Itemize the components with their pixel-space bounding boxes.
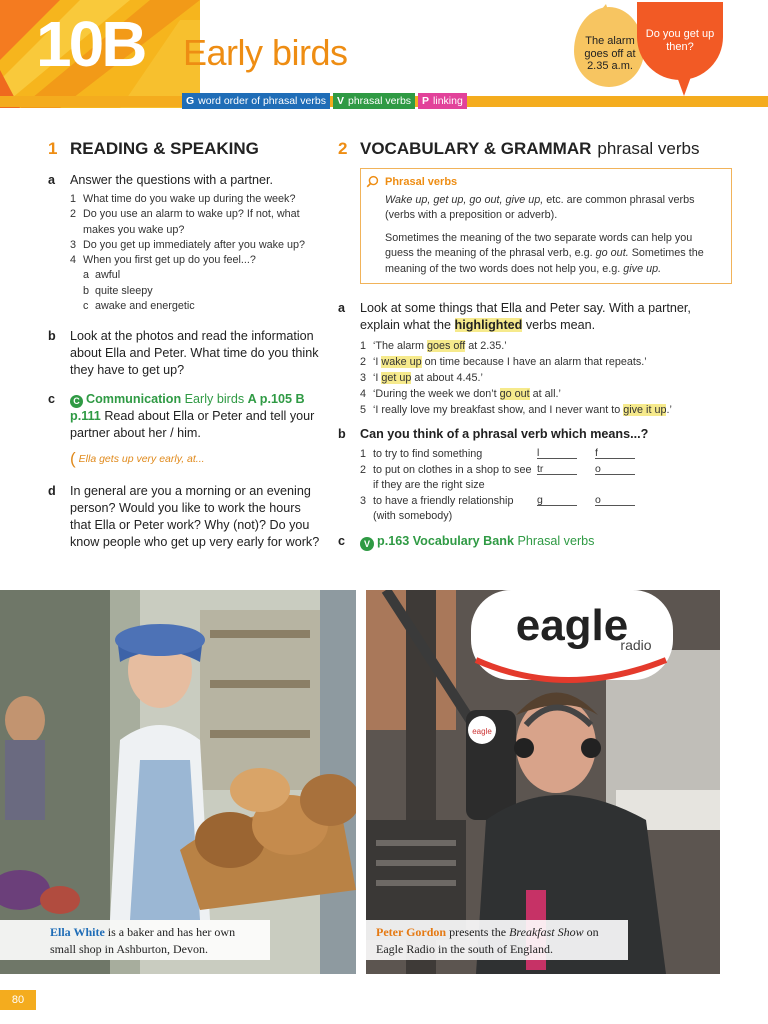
tag-pronunciation: P linking bbox=[418, 93, 467, 109]
list-item: 1 What time do you wake up during the week? bbox=[70, 193, 296, 205]
definition-list bbox=[360, 447, 732, 525]
exercise-1a: a Answer the questions with a partner. bbox=[48, 173, 274, 187]
page-ref-b[interactable]: B p.111 bbox=[70, 392, 305, 424]
list-item: a awful bbox=[83, 269, 121, 282]
list-item: 2 to put on clothes in a shop to see if they are the right size tr o bbox=[360, 463, 732, 494]
option-list bbox=[83, 268, 195, 314]
speech-bubble-tail bbox=[676, 74, 692, 96]
magnifier-icon bbox=[366, 175, 379, 188]
exercise-1c: c C Communication Early birds A p.105 B p.111 Read about Ella or Peter and tell your partner about her / him. bbox=[48, 392, 315, 441]
list-item: 2 Do you use an alarm to wake up? If not, what makes you wake up? bbox=[70, 208, 300, 236]
eagle-sign-text: eagle bbox=[515, 601, 629, 650]
radio-sign-text: radio bbox=[620, 637, 652, 653]
exercise-2c: c V p.163 Vocabulary Bank Phrasal verbs bbox=[338, 533, 732, 552]
answer-blank[interactable]: o bbox=[595, 463, 635, 475]
list-item: 3 to have a friendly relationship (with somebody) g o bbox=[360, 494, 732, 525]
tag-vocabulary: V phrasal verbs bbox=[333, 93, 415, 109]
tag-grammar: G word order of phrasal verbs bbox=[182, 93, 330, 109]
answer-blank[interactable]: tr bbox=[537, 463, 577, 475]
list-item: 2 ‘I wake up on time because I have an alarm that repeats.’ bbox=[360, 356, 647, 368]
exercise-2b: b Can you think of a phrasal verb which means...? bbox=[338, 427, 649, 441]
exercise-1d: d In general are you a morning or an evening person? Would you like to work the hours that Ella or Peter work? Why (not)? Do you know people who get up very early for work? bbox=[48, 484, 320, 550]
unit-code: 10B bbox=[36, 8, 145, 80]
example-callout: ( Ella gets up very early, at... bbox=[70, 449, 205, 469]
photo-ella-baker bbox=[0, 590, 356, 974]
vocabulary-bank-icon: V bbox=[360, 537, 374, 551]
list-item: 4 When you first get up do you feel...? bbox=[70, 254, 256, 267]
speech-bubble-alarm-text: The alarm goes off at 2.35 a.m. bbox=[584, 35, 636, 73]
answer-blank[interactable]: f bbox=[595, 447, 635, 459]
section-heading: 2 VOCABULARY & GRAMMAR phrasal verbs bbox=[338, 139, 700, 158]
exercise-2a: a Look at some things that Ella and Peter say. With a partner, explain what the highlighted verbs mean. bbox=[338, 301, 691, 332]
page-number: 80 bbox=[0, 990, 36, 1010]
photo-peter-radio bbox=[366, 590, 720, 974]
mic-flag-text: eagle bbox=[472, 727, 492, 736]
section-reading-speaking bbox=[48, 138, 320, 551]
list-item: 3 ‘I get up at about 4.45.’ bbox=[360, 372, 483, 384]
baker-illustration bbox=[0, 590, 356, 974]
page-ref-a[interactable]: A p.105 bbox=[247, 392, 292, 407]
phrasal-verbs-info-box: Phrasal verbs Wake up, get up, go out, give up, etc. are common phrasal verbs (verbs with a preposition or adverb). Sometimes the meaning of the two separate words can help you guess the meaning of the phrasal verb, e.g. go out. Sometimes the meaning of the two words does not help you, e.g. give up. bbox=[360, 168, 732, 284]
topic-tags bbox=[182, 93, 467, 109]
vocabulary-bank-link[interactable]: Vocabulary Bank bbox=[412, 533, 514, 548]
page-ref-vocab[interactable]: p.163 bbox=[377, 533, 410, 548]
list-item: b quite sleepy bbox=[83, 284, 153, 297]
answer-blank[interactable]: g bbox=[537, 494, 577, 506]
section-vocabulary-grammar bbox=[338, 138, 732, 551]
list-item: 4 ‘During the week we don’t go out at all.’ bbox=[360, 388, 561, 400]
example-quote-list bbox=[360, 338, 732, 418]
question-list bbox=[70, 192, 320, 314]
callout-bracket-icon: ( bbox=[70, 449, 76, 469]
list-item: c awake and energetic bbox=[83, 300, 195, 313]
radio-studio-illustration bbox=[366, 590, 720, 974]
list-item: 1 ‘The alarm goes off at 2.35.’ bbox=[360, 340, 507, 352]
exercise-1b: b Look at the photos and read the information about Ella and Peter. What time do you think they have to get up? bbox=[48, 329, 319, 378]
list-item: 3 Do you get up immediately after you wake up? bbox=[70, 238, 306, 251]
communication-icon: C bbox=[70, 395, 83, 408]
section-heading: 1 READING & SPEAKING bbox=[48, 139, 259, 158]
communication-link[interactable]: Communication bbox=[86, 392, 182, 407]
speech-bubble-question-text: Do you get up then? bbox=[645, 28, 715, 53]
page-title: Early birds bbox=[183, 32, 348, 73]
list-item: 5 ‘I really love my breakfast show, and I never want to give it up.’ bbox=[360, 404, 672, 416]
list-item bbox=[70, 268, 320, 314]
list-item: 1 to try to find something l f bbox=[360, 447, 732, 463]
answer-blank[interactable]: l bbox=[537, 447, 577, 459]
answer-blank[interactable]: o bbox=[595, 494, 635, 506]
photo-caption-ella: Ella White is a baker and has her own small shop in Ashburton, Devon. bbox=[0, 920, 270, 960]
photo-caption-peter: Peter Gordon presents the Breakfast Show on Eagle Radio in the south of England. bbox=[366, 920, 628, 960]
